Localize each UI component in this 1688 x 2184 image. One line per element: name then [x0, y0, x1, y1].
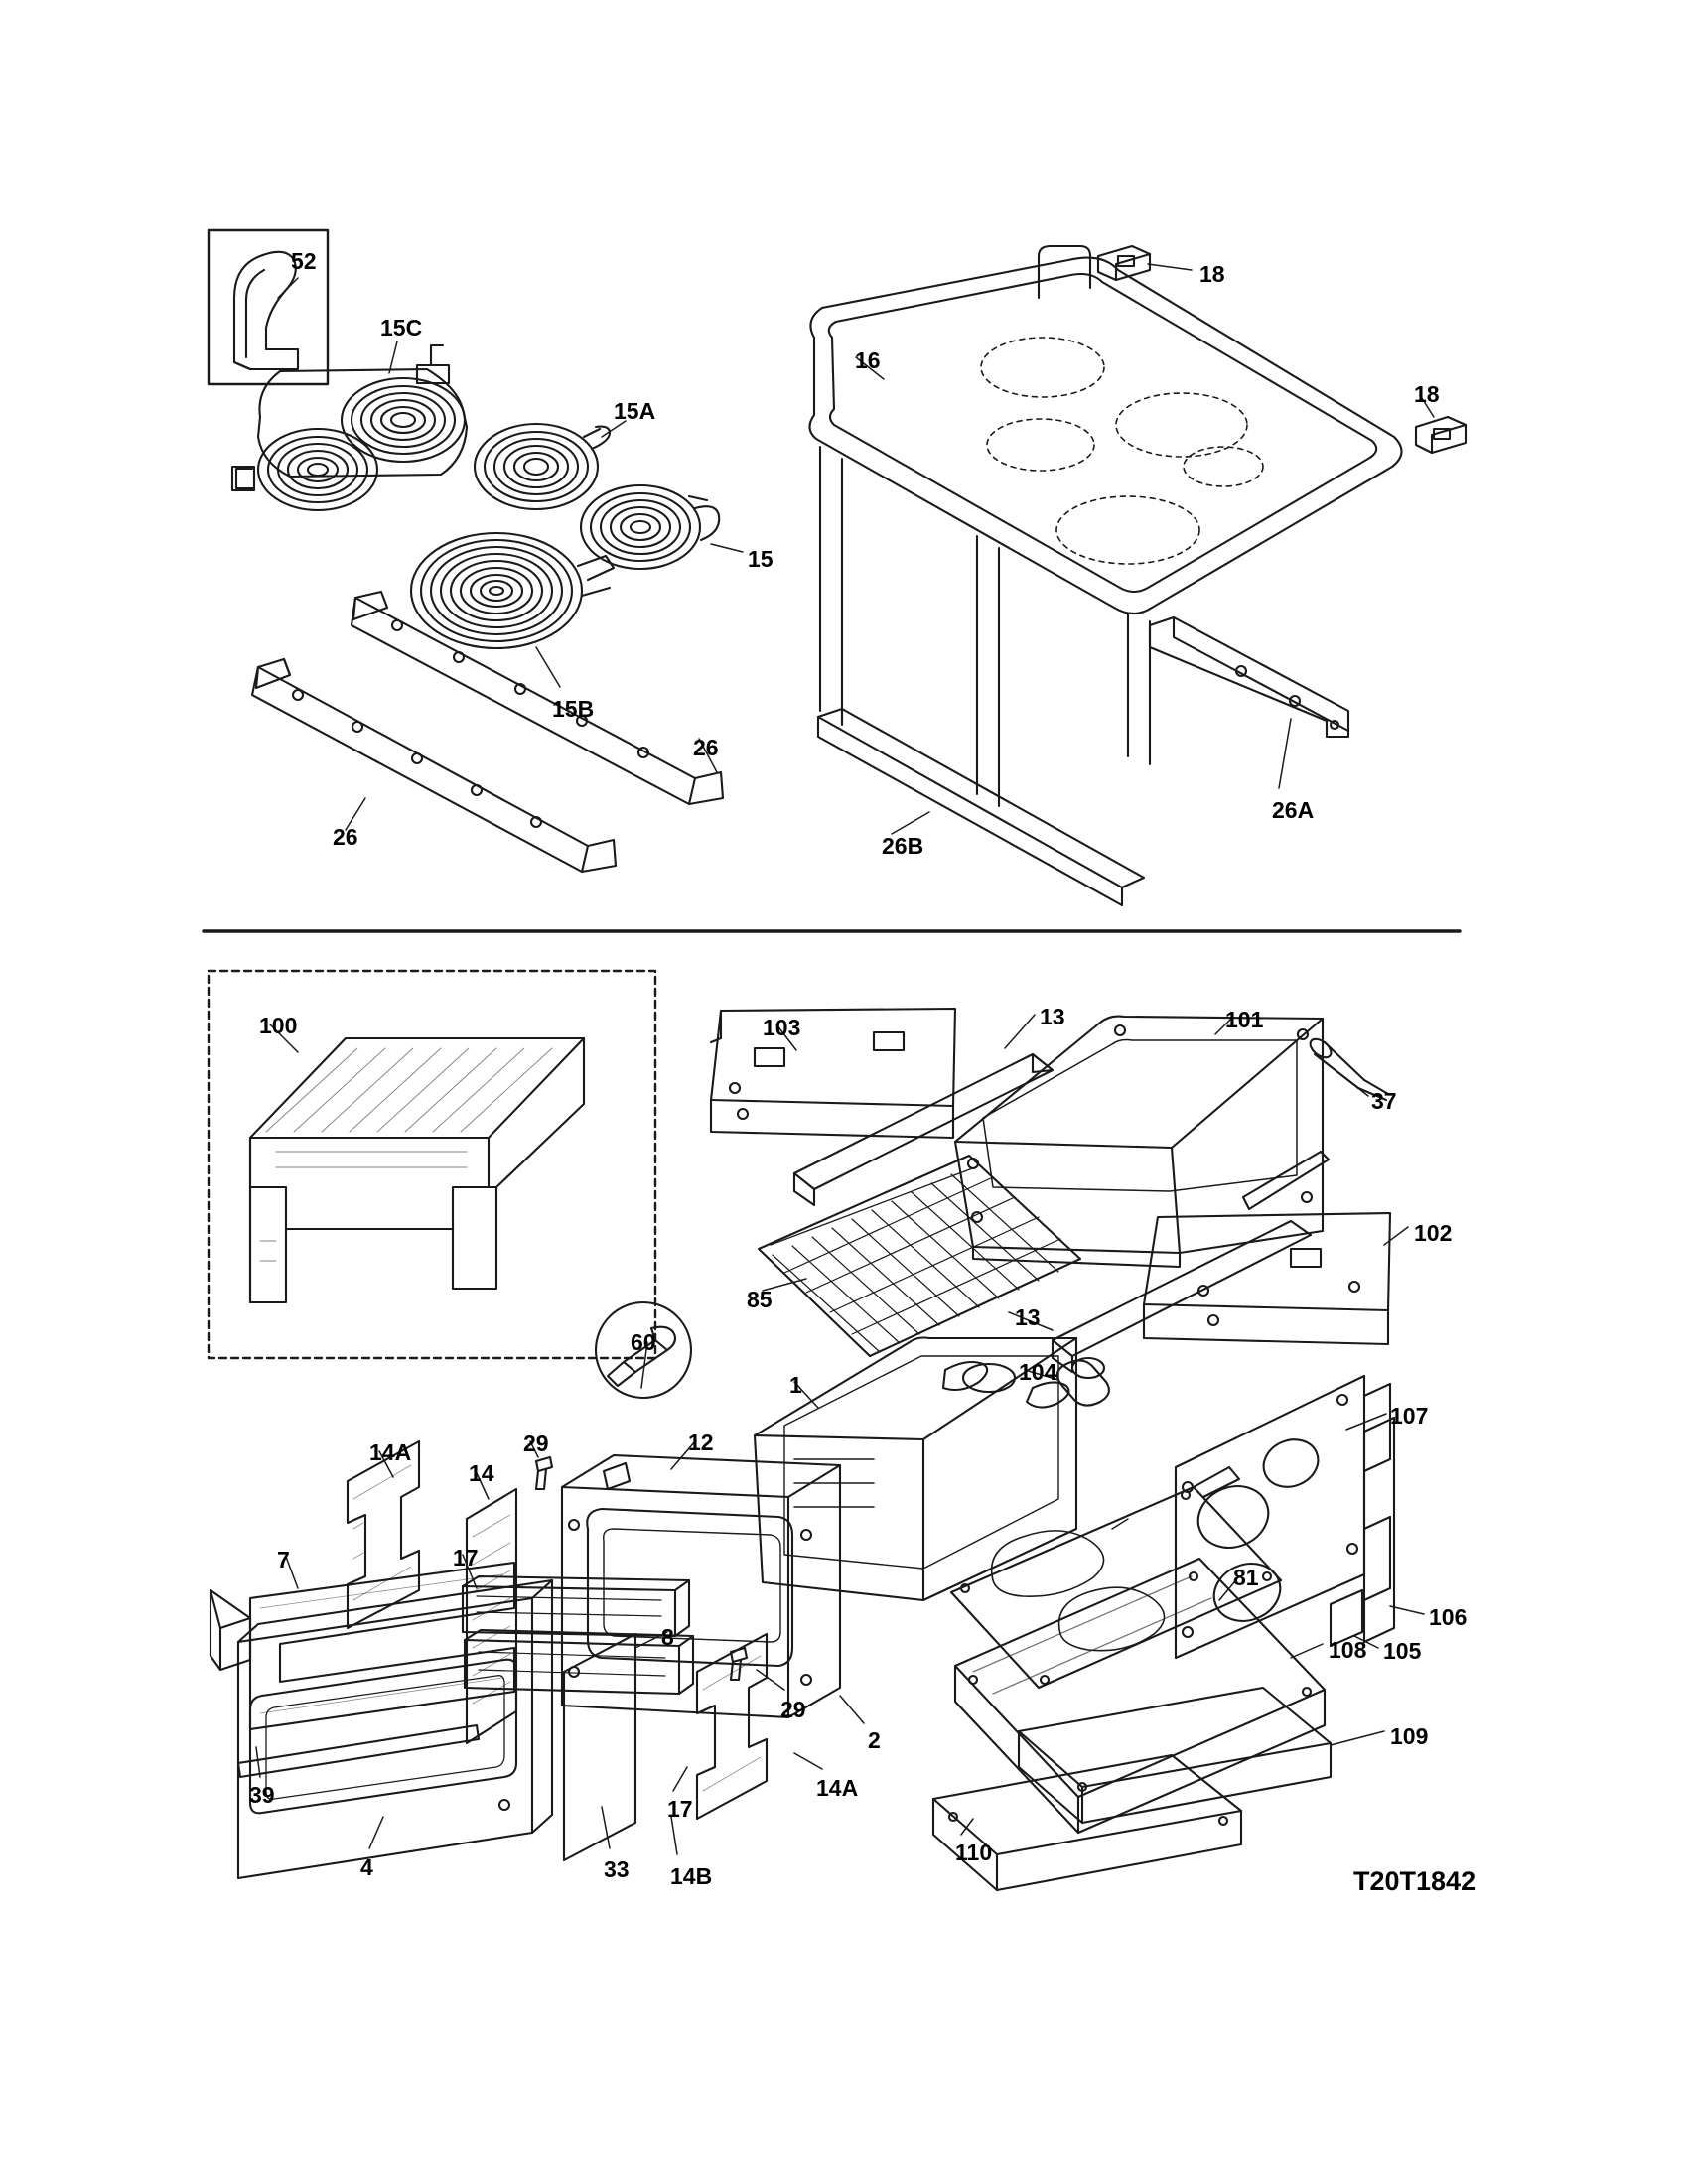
- callout-18-top: 18: [1199, 261, 1225, 287]
- callout-37: 37: [1371, 1088, 1397, 1114]
- screw-29-top: [536, 1457, 552, 1489]
- cooktop-glass-16: [809, 246, 1401, 806]
- callout-15C: 15C: [380, 315, 423, 341]
- callout-1: 1: [789, 1372, 802, 1398]
- callout-2: 2: [868, 1727, 881, 1753]
- callout-105: 105: [1383, 1638, 1422, 1664]
- callout-16: 16: [855, 347, 881, 373]
- door-outer-4: [238, 1580, 552, 1878]
- callout-14B: 14B: [670, 1863, 713, 1889]
- callout-17-lower: 17: [667, 1796, 693, 1822]
- callout-106: 106: [1429, 1604, 1468, 1630]
- side-panel-107: [1176, 1376, 1390, 1658]
- callout-104: 104: [1019, 1359, 1057, 1385]
- diagram-code: T20T1842: [1353, 1866, 1477, 1896]
- rail-13-upper: [794, 1054, 1053, 1205]
- callout-26-left: 26: [333, 824, 358, 850]
- callout-15: 15: [748, 546, 774, 572]
- callout-60: 60: [631, 1329, 656, 1355]
- callout-109: 109: [1390, 1723, 1429, 1749]
- callout-39: 39: [249, 1782, 275, 1808]
- door-panel-8: [465, 1630, 693, 1694]
- callout-13-upper: 13: [1040, 1004, 1065, 1029]
- clip-18-top: [1098, 246, 1150, 280]
- callout-52: 52: [291, 248, 317, 274]
- door-glass-33: [564, 1634, 635, 1860]
- rail-13-lower: [1053, 1221, 1311, 1372]
- callout-85: 85: [747, 1287, 773, 1312]
- callout-17-upper: 17: [453, 1545, 479, 1570]
- callout-103: 103: [763, 1015, 801, 1040]
- callout-18-right: 18: [1414, 381, 1440, 407]
- callout-81: 81: [1233, 1565, 1259, 1590]
- clip-18-right: [1416, 417, 1466, 453]
- bracket-26A: [1150, 617, 1348, 737]
- callout-4: 4: [360, 1854, 373, 1880]
- bracket-26-left: [252, 659, 616, 872]
- callout-100: 100: [259, 1013, 298, 1038]
- callout-26B: 26B: [882, 833, 924, 859]
- callout-29-top: 29: [523, 1431, 549, 1456]
- callout-108: 108: [1329, 1637, 1367, 1663]
- callout-33: 33: [604, 1856, 630, 1882]
- callout-107: 107: [1390, 1403, 1429, 1429]
- callout-15A: 15A: [614, 398, 656, 424]
- bracket-26-right: [352, 592, 723, 804]
- callout-15B: 15B: [552, 696, 595, 722]
- panel-103: [711, 1009, 955, 1138]
- callout-110: 110: [955, 1840, 993, 1865]
- callout-8: 8: [661, 1624, 674, 1650]
- callout-7: 7: [277, 1547, 290, 1572]
- heating-element-81: [951, 1467, 1281, 1688]
- callout-26-right: 26: [693, 735, 719, 760]
- callout-26A: 26A: [1272, 797, 1315, 823]
- element-15A: [475, 424, 610, 509]
- callout-102: 102: [1414, 1220, 1453, 1246]
- bracket-26B: [818, 709, 1144, 905]
- callout-12: 12: [688, 1430, 714, 1455]
- callout-14A-upper: 14A: [369, 1439, 412, 1465]
- callout-101: 101: [1225, 1007, 1264, 1032]
- callout-29-bottom: 29: [780, 1697, 806, 1722]
- insulation-14: [467, 1489, 516, 1743]
- insulation-14A-upper: [348, 1441, 419, 1628]
- base-panel-108: [955, 1559, 1325, 1833]
- callout-13-lower: 13: [1015, 1304, 1041, 1330]
- callout-14: 14: [469, 1460, 494, 1486]
- element-15B: [411, 533, 614, 648]
- callout-14A-lower: 14A: [816, 1775, 859, 1801]
